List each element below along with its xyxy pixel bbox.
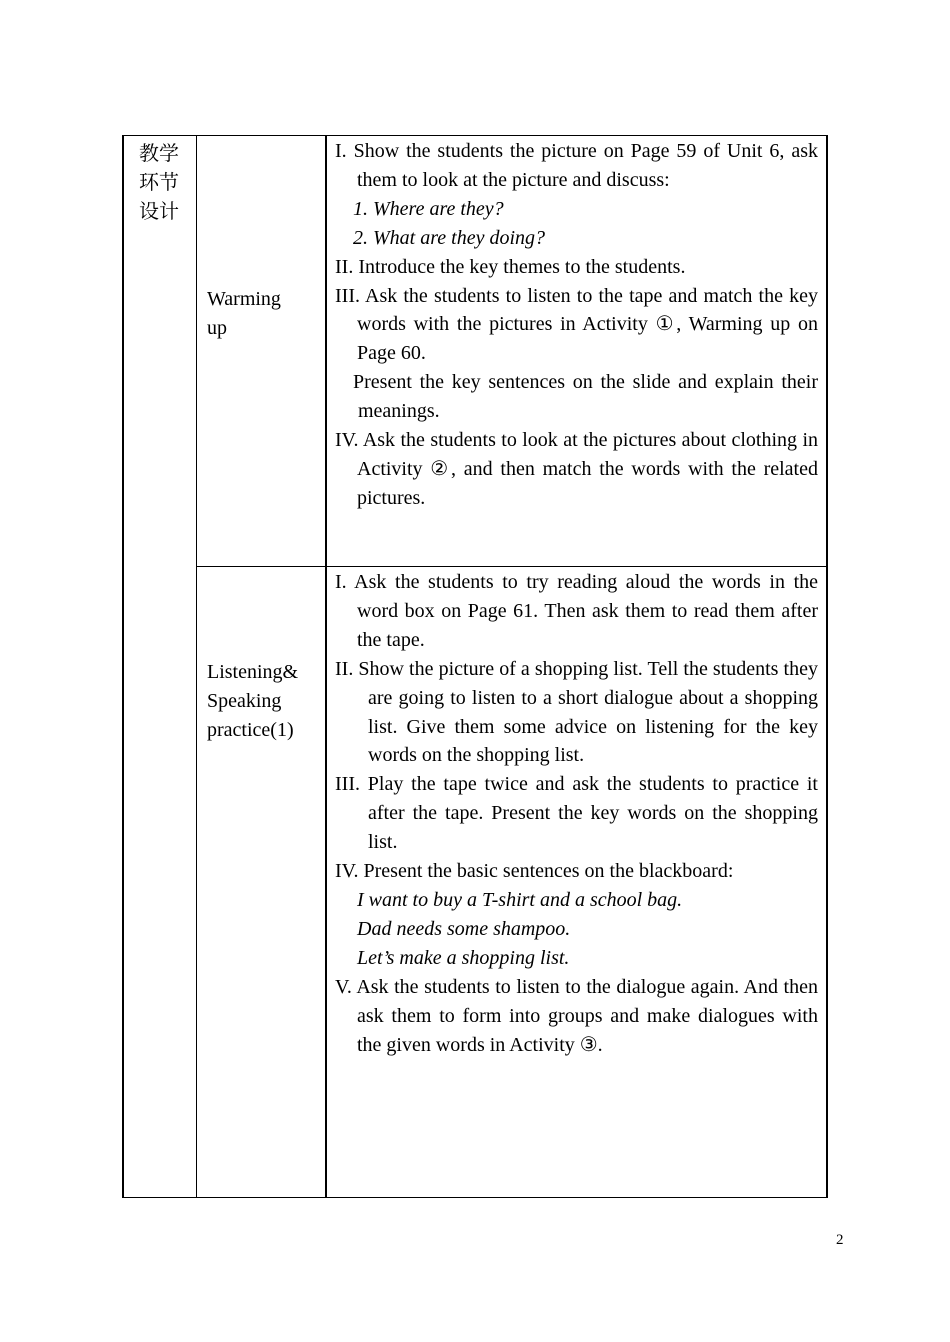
step-item: II. Show the picture of a shopping list. Tell the students they are going to listen to a short dialogue about a shopping list. Give them some advice on listening for the key words on the shopping list. — [335, 657, 818, 767]
column-divider — [196, 136, 197, 1197]
page-number: 2 — [836, 1232, 844, 1248]
warming-up-steps — [335, 137, 818, 513]
discussion-question: 2. What are they doing? — [353, 226, 546, 249]
step-item: I. Ask the students to try reading aloud the words in the word box on Page 61. Then ask them to read them after the tape. — [335, 571, 818, 651]
example-sentence: Let’s make a shopping list. — [357, 946, 570, 969]
step-item: V. Ask the students to listen to the dialogue again. And then ask them to form into groups and make dialogues with the given words in Activity ③. — [335, 975, 818, 1056]
step-item: III. Play the tape twice and ask the students to practice it after the tape. Present the key words on the shopping list. — [335, 773, 818, 854]
section-label: 教学环节设计 — [139, 141, 179, 223]
lesson-plan-table — [122, 135, 828, 1198]
step-item: I. Show the students the picture on Page 59 of Unit 6, ask them to look at the picture and discuss: — [335, 140, 818, 191]
step-item: IV. Present the basic sentences on the blackboard: — [335, 860, 734, 883]
stage-label-warming-up: Warming up — [207, 288, 281, 339]
example-sentence: I want to buy a T-shirt and a school bag. — [357, 888, 683, 911]
step-item: III. Ask the students to listen to the tape and match the key words with the pictures in Activity ①, Warming up on Page 60. — [335, 284, 818, 365]
example-sentence: Dad needs some shampoo. — [357, 917, 571, 940]
step-item: II. Introduce the key themes to the students. — [335, 255, 686, 278]
column-divider — [325, 136, 327, 1197]
discussion-question: 1. Where are they? — [353, 197, 504, 220]
listening-speaking-steps — [335, 568, 818, 1059]
step-item: Present the key sentences on the slide and explain their meanings. — [353, 371, 818, 423]
stage-label-listening-speaking: Listening& Speaking practice(1) — [207, 661, 299, 741]
step-item: IV. Ask the students to look at the pictures about clothing in Activity ②, and then match the words with the related pictures. — [335, 429, 818, 509]
row-divider — [197, 566, 826, 567]
